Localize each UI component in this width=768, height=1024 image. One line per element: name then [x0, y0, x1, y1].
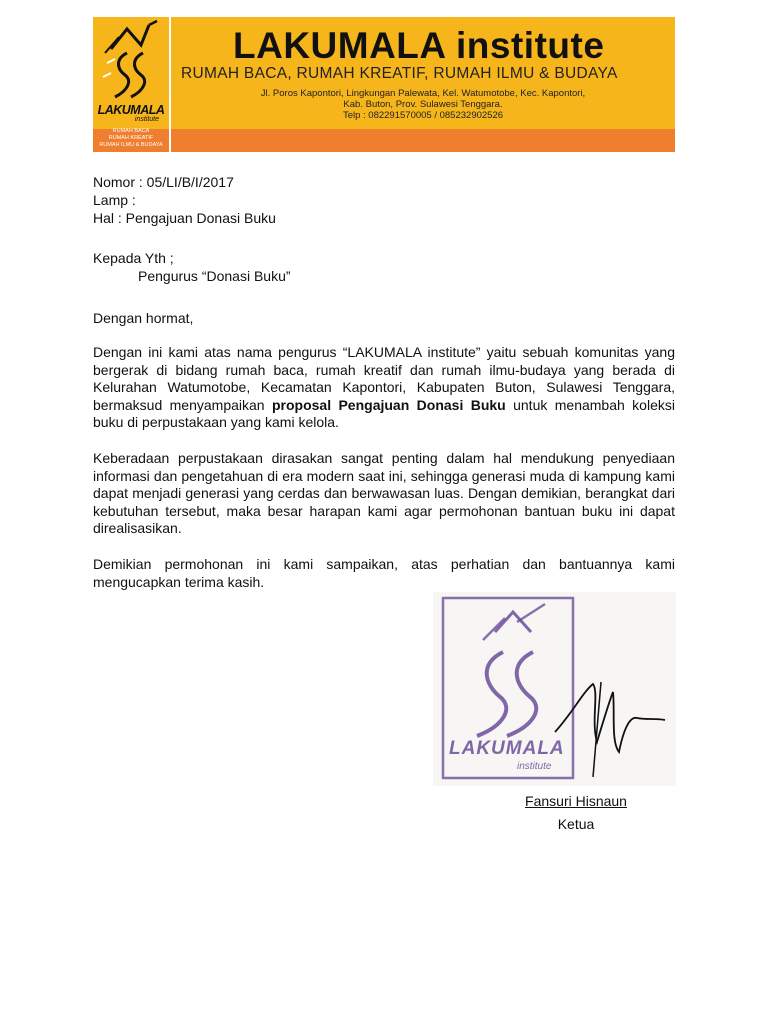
letter-attachment: Lamp :: [93, 192, 136, 208]
letterhead-orange-band: [171, 129, 675, 152]
letter-subject: Hal : Pengajuan Donasi Buku: [93, 210, 276, 226]
recipient-name: Pengurus “Donasi Buku”: [138, 268, 291, 284]
org-subtitle: RUMAH BACA, RUMAH KREATIF, RUMAH ILMU & BUDAYA: [181, 65, 618, 82]
letter-number: Nomor : 05/LI/B/I/2017: [93, 174, 234, 190]
lakumala-logo-icon: [97, 19, 165, 103]
paragraph-2: Keberadaan perpustakaan dirasakan sangat penting dalam hal mendukung penyediaan informasi dan pengetahuan di era modern saat ini, sehingga generasi muda di kampung kami dapat menjadi generasi yang cerdas dan berwawasan luas. Dengan demikian, berangkat dari kebutuhan tersebut, maka besar harapan kami agar permohonan bantuan buku ini dapat direalisasikan.: [93, 450, 675, 537]
paragraph-1-bold: proposal Pengajuan Donasi Buku: [271, 396, 506, 413]
logo-tagline-1: RUMAH BACA: [112, 128, 150, 134]
logo-tagline-2: RUMAH KREATIF: [108, 135, 154, 141]
signatory-role: Ketua: [557, 816, 595, 832]
recipient-greeting: Kepada Yth ;: [93, 250, 174, 266]
paragraph-1-text: Dengan ini kami atas nama pengurus “LAKUMALA institute” yaitu sebuah komunitas yang bergerak di bidang rumah baca, rumah kreatif dan rumah ilmu-budaya yang berada di Kelurahan Watumotobe, Kecamatan Kapontori, Kabupaten Buton, Sulawesi Tenggara, bermaksud menyampaikan: [93, 344, 675, 413]
stamp-area: [433, 592, 676, 786]
logo-tagline-3: RUMAH ILMU & BUDAYA: [99, 142, 163, 148]
salutation: Dengan hormat,: [93, 310, 194, 326]
paragraph-1: [93, 344, 675, 432]
address-line-1: Jl. Poros Kapontori, Lingkungan Palewata, Kel. Watumotobe, Kec. Kapontori,: [260, 88, 586, 99]
stamp-name: LAKUMALA: [449, 738, 565, 759]
logo-subname: institute: [134, 116, 159, 123]
logo-name: LAKUMALA: [97, 103, 165, 117]
org-name: LAKUMALA institute: [233, 25, 605, 66]
stamp-sub: institute: [517, 761, 552, 772]
address-phone: Telp : 082291570005 / 085232902526: [342, 110, 504, 121]
paragraph-3: Demikian permohonan ini kami sampaikan, atas perhatian dan bantuannya kami mengucapkan terima kasih.: [93, 556, 675, 590]
paragraph-1-text-end: untuk menambah koleksi buku di perpustakaan yang kami kelola.: [93, 396, 675, 431]
signatory-name: Fansuri Hisnaun: [525, 793, 627, 809]
address-line-2: Kab. Buton, Prov. Sulawesi Tenggara.: [343, 99, 503, 110]
letterhead: [93, 17, 675, 152]
